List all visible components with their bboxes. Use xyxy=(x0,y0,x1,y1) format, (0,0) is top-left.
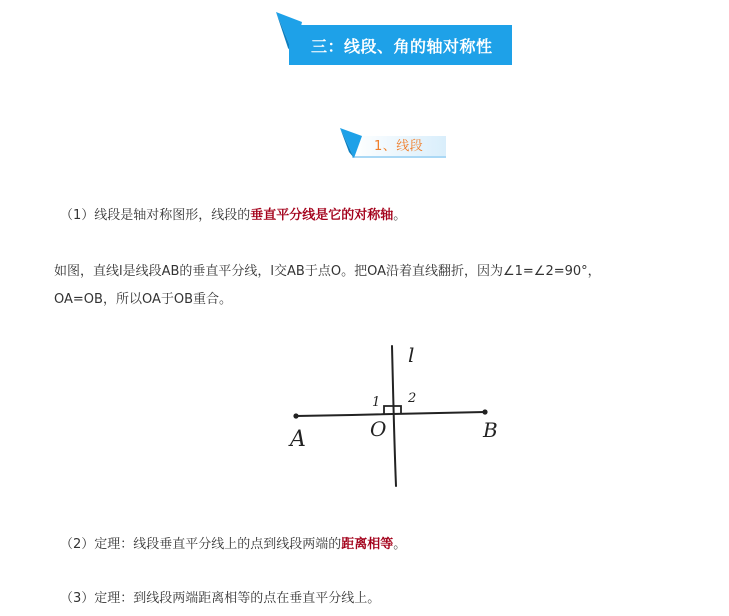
subsection-arrow-icon xyxy=(340,128,362,158)
label-angle-1: 1 xyxy=(372,395,381,410)
paragraph-explanation-line2: OA=OB，所以OA于OB重合。 xyxy=(54,292,232,307)
highlight-text: 距离相等 xyxy=(341,537,394,552)
paragraph-explanation-line1: 如图，直线l是线段AB的垂直平分线，l交AB于点O。把OA沿着直线翻折，因为∠1=∠2=90°， xyxy=(54,264,601,279)
section-banner xyxy=(276,12,512,56)
perpendicular-bisector-figure xyxy=(280,336,510,496)
label-l: l xyxy=(408,343,415,367)
label-a: A xyxy=(290,427,306,452)
section-title: 三：线段、角的轴对称性 xyxy=(311,36,493,56)
paragraph-text: （2）定理：线段垂直平分线上的点到线段两端的 xyxy=(60,537,342,552)
point-b xyxy=(482,409,487,414)
segment-ab xyxy=(296,412,485,416)
point-a xyxy=(293,413,298,418)
label-o: O xyxy=(370,417,387,441)
paragraph-theorem-2: （3）定理：到线段两端距离相等的点在垂直平分线上。 xyxy=(60,591,381,606)
subsection-heading xyxy=(340,128,448,160)
highlight-text: 垂直平分线是它的对称轴 xyxy=(250,208,394,223)
paragraph-theorem-1 xyxy=(60,535,406,555)
paragraph-text: 。 xyxy=(393,208,407,223)
label-angle-2: 2 xyxy=(408,391,417,406)
subsection-title: 1、线段 xyxy=(374,139,424,154)
figure-drawing xyxy=(280,336,510,496)
section-banner-box xyxy=(289,25,512,65)
paragraph-text: 。 xyxy=(393,537,407,552)
paragraph-symmetry xyxy=(60,206,406,226)
paragraph-text: （1）线段是轴对称图形，线段的 xyxy=(60,208,251,223)
label-b: B xyxy=(483,418,498,442)
line-l xyxy=(392,346,396,486)
